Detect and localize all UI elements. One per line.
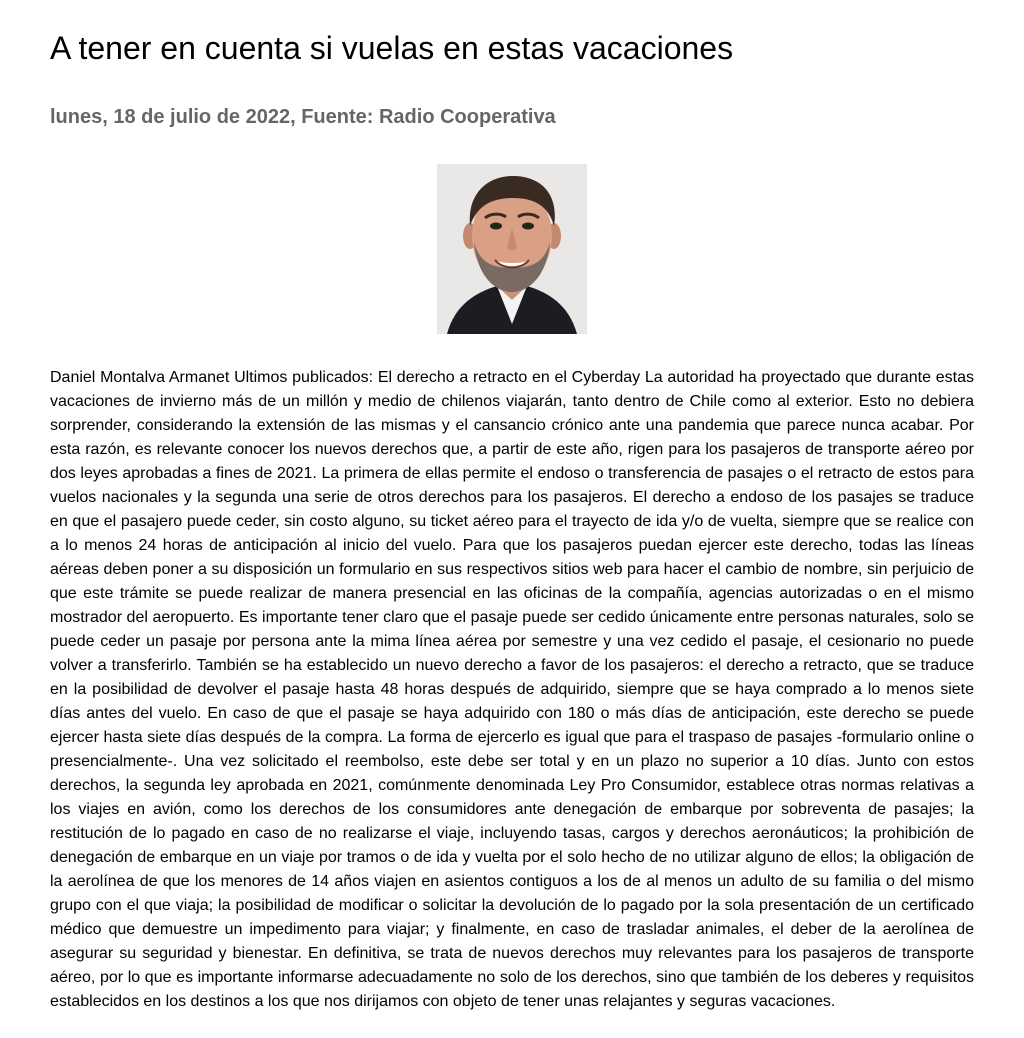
article-date-source: lunes, 18 de julio de 2022, Fuente: Radio Cooperativa [50,106,556,128]
article-body: Daniel Montalva Armanet Ultimos publicados: El derecho a retracto en el Cyberday La autoridad ha proyectado que durante estas vacaciones de invierno más de un millón y medio de chilenos viajarán, tanto dentro de Chile como al exterior. Esto no debiera sorprender, considerando la extensión de las mismas y el cansancio crónico ante una pandemia que parece nunca acabar. Por esta razón, es relevante conocer los nuevos derechos que, a partir de este año, rigen para los pasajeros de transporte aéreo por dos leyes aprobadas a fines de 2021. La primera de ellas permite el endoso o transferencia de pasajes o el retracto de estos para vuelos nacionales y la segunda una serie de otros derechos para los pasajeros. El derecho a endoso de los pasajes se traduce en que el pasajero puede ceder, sin costo alguno, su ticket aéreo para el trayecto de ida y/o de vuelta, siempre que se realice con a lo menos 24 horas de anticipación al inicio del vuelo. Para que los pasajeros puedan ejercer este derecho, todas las líneas aéreas deben poner a su disposición un formulario en sus respectivos sitios web para hacer el cambio de nombre, sin perjuicio de que este trámite se puede realizar de manera presencial en las oficinas de la compañía, agencias autorizadas o en el mismo mostrador del aeropuerto. Es importante tener claro que el pasaje puede ser cedido únicamente entre personas naturales, solo se puede ceder un pasaje por persona ante la mima línea aérea por semestre y una vez cedido el pasaje, el cesionario no puede volver a transferirlo. También se ha establecido un nuevo derecho a favor de los pasajeros: el derecho a retracto, que se traduce en la posibilidad de devolver el pasaje hasta 48 horas después de adquirido, siempre que se haya comprado a lo menos siete días antes del vuelo. En caso de que el pasaje se haya adquirido con 180 o más días de anticipación, este derecho se puede ejercer hasta siete días después de la compra. La forma de ejercerlo es igual que para el traspaso de pasajes -formulario online o presencialmente-. Una vez solicitado el reembolso, este debe ser total y en un plazo no superior a 10 días. Junto con estos derechos, la segunda ley aprobada en 2021, comúnmente denominada Ley Pro Consumidor, establece otras normas relativas a los viajes en avión, como los derechos de los consumidores ante denegación de embarque por sobreventa de pasajes; la restitución de lo pagado en caso de no realizarse el viaje, incluyendo tasas, cargos y derechos aeronáuticos; la prohibición de denegación de embarque en un viaje por tramos o de ida y vuelta por el solo hecho de no utilizar alguno de ellos; la obligación de la aerolínea de que los menores de 14 años viajen en asientos contiguos a los de al menos un adulto de su familia o del mismo grupo con el que viaja; la posibilidad de modificar o solicitar la devolución de lo pagado por la sola presentación de un certificado médico que demuestre un impedimento para viajar; y finalmente, en caso de trasladar animales, el deber de la aerolínea de asegurar su seguridad y bienestar. En definitiva, se trata de nuevos derechos muy relevantes para los pasajeros de transporte aéreo, por lo que es importante informarse adecuadamente no solo de los derechos, sino que también de los deberes y requisitos establecidos en los destinos a los que nos dirijamos con objeto de tener unas relajantes y seguras vacaciones. [50,369,974,1010]
author-portrait-icon [437,164,587,334]
article-title: A tener en cuenta si vuelas en estas vacaciones [50,30,734,66]
